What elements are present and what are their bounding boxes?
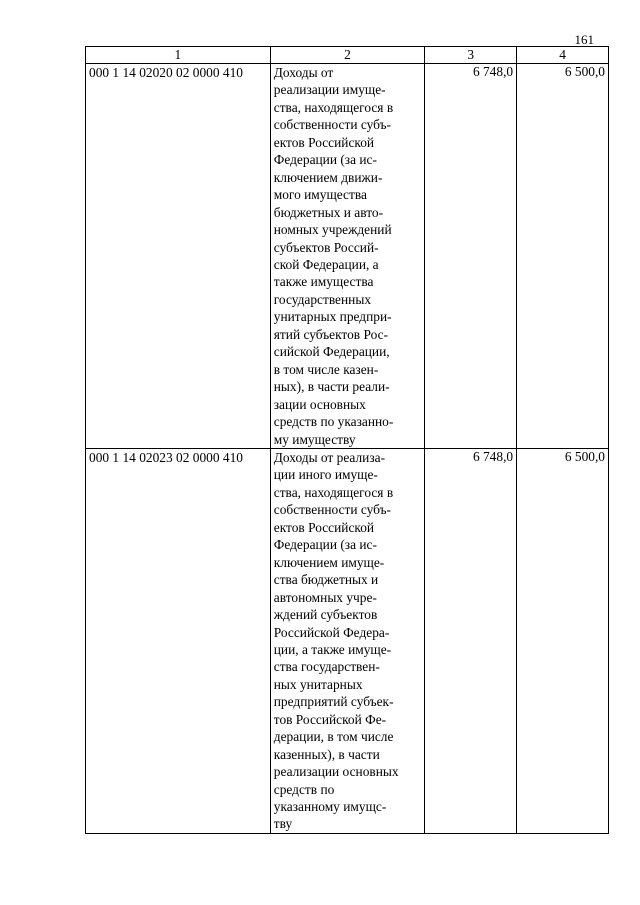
description-line: Доходы от	[273, 65, 334, 80]
description-line: му имуществу	[273, 431, 356, 447]
description-line: ства бюджетных и	[273, 572, 379, 588]
description-line: средств по указанно-	[273, 414, 394, 430]
description-line: тву	[273, 816, 293, 832]
budget-classification-code: 000 1 14 02020 02 0000 410	[86, 64, 271, 449]
description-line: унитарных предпри-	[273, 309, 392, 325]
description-line: ства государствен-	[273, 659, 380, 675]
column-header-2: 2	[270, 47, 424, 64]
description-line: номных учреждений	[273, 222, 392, 238]
table-header-row	[86, 47, 609, 64]
description-line: Доходы от реализа-	[273, 449, 386, 465]
description-line: собственности субъ-	[273, 502, 392, 518]
budget-revenue-table	[85, 46, 609, 834]
description-line: государственных	[273, 291, 372, 307]
amount-column-3: 6 748,0	[425, 64, 517, 449]
description-line: ции иного имуще-	[273, 467, 378, 483]
description-line: Российской Федера-	[273, 624, 390, 640]
description-line: ключением имуще-	[273, 554, 385, 570]
description-line: дерации, в том числе	[273, 729, 394, 745]
description-line: ждений субъектов	[273, 607, 378, 623]
description-line: предприятий субъек-	[273, 694, 394, 710]
column-header-3: 3	[425, 47, 517, 64]
description-line: реализации основных	[273, 764, 399, 780]
description-line: сийской Федерации,	[273, 344, 390, 360]
column-header-4: 4	[517, 47, 609, 64]
revenue-description	[270, 64, 424, 449]
description-line: реализации имуще-	[273, 82, 386, 98]
description-line: ключением движи-	[273, 169, 383, 185]
amount-column-3: 6 748,0	[425, 448, 517, 833]
description-line: ных), в части реали-	[273, 379, 390, 395]
description-line: указанному имущс-	[273, 799, 387, 815]
description-line: ции, а также имуще-	[273, 641, 392, 657]
description-line: тов Российской Фе-	[273, 711, 387, 727]
table-row	[86, 64, 609, 449]
description-line: в том числе казен-	[273, 361, 379, 377]
description-line: автономных учре-	[273, 589, 377, 605]
description-line: Федерации (за ис-	[273, 152, 377, 168]
description-line: ства, находящегося в	[273, 484, 394, 500]
description-line: зации основных	[273, 396, 366, 412]
page-number: 161	[574, 32, 594, 47]
description-line: ства, находящегося в	[273, 99, 394, 115]
description-line: также имущества	[273, 274, 374, 290]
description-line: собственности субъ-	[273, 117, 392, 133]
budget-classification-code: 000 1 14 02023 02 0000 410	[86, 448, 271, 833]
description-line: Федерации (за ис-	[273, 537, 377, 553]
revenue-description	[270, 448, 424, 833]
description-line: мого имущества	[273, 187, 367, 203]
description-line: бюджетных и авто-	[273, 204, 384, 220]
description-line: средств по	[273, 781, 335, 797]
description-line: ятий субъектов Рос-	[273, 326, 389, 342]
amount-column-4: 6 500,0	[517, 448, 609, 833]
amount-column-4: 6 500,0	[517, 64, 609, 449]
description-line: ской Федерации, а	[273, 256, 379, 272]
table-row	[86, 448, 609, 833]
description-line: субъектов Россий-	[273, 239, 379, 255]
description-line: казенных), в части	[273, 746, 380, 762]
column-header-1: 1	[86, 47, 271, 64]
description-line: ных унитарных	[273, 676, 363, 692]
description-line: ектов Российской	[273, 134, 375, 150]
description-line: ектов Российской	[273, 519, 375, 535]
